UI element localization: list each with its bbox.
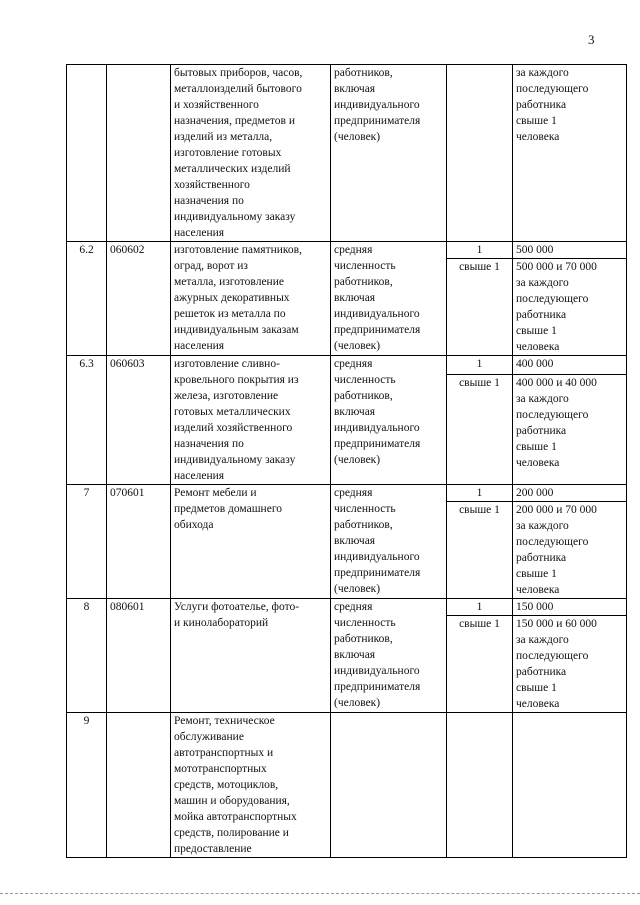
text-line: предпринимателя (334, 115, 421, 127)
text-line: готовых металлических (174, 406, 291, 418)
text-line: решеток из металла по (174, 308, 286, 320)
text-line: изготовление готовых (174, 147, 282, 159)
text-line: 500 000 и 70 000 (516, 261, 597, 273)
text-line: индивидуального (334, 99, 420, 111)
activity-code-cell: 060603 (107, 356, 171, 485)
text-line: (человек) (334, 697, 381, 709)
indicator-value-cell: 1 (447, 242, 513, 259)
text-line: последующего (516, 293, 589, 305)
row-number-cell: 8 (67, 599, 107, 713)
text-line: человека (516, 341, 560, 353)
text-line: свыше 1 (516, 325, 557, 337)
text-line: металлических изделий (174, 163, 291, 175)
activity-description-cell (171, 599, 331, 713)
text-line: населения (174, 340, 225, 352)
text-line: средняя (334, 601, 373, 613)
indicator-value-cell: 1 (447, 485, 513, 502)
text-line: работников, (334, 390, 393, 402)
text-line: изготовление памятников, (174, 244, 302, 256)
text-line: машин и оборудования, (174, 795, 290, 807)
indicator-value-cell: свыше 1 (447, 616, 513, 713)
activity-description-cell (171, 65, 331, 242)
text-line: (человек) (334, 583, 381, 595)
text-line: предпринимателя (334, 567, 421, 579)
income-amount-cell (513, 356, 627, 375)
text-line: Услуги фотоателье, фото- (174, 601, 300, 613)
text-line: индивидуальному заказу (174, 211, 296, 223)
text-line: за каждого (516, 520, 569, 532)
activity-code-cell: 070601 (107, 485, 171, 599)
text-line: Ремонт, техническое (174, 715, 275, 727)
table-row (67, 242, 627, 259)
text-line: предоставление (174, 843, 252, 855)
scan-bottom-edge (0, 893, 640, 894)
activity-code-cell (107, 713, 171, 858)
text-line: 200 000 и 70 000 (516, 504, 597, 516)
activity-code-cell: 060602 (107, 242, 171, 356)
text-line: средств, полирование и (174, 827, 289, 839)
income-amount-cell (513, 616, 627, 713)
text-line: 150 000 и 60 000 (516, 618, 597, 630)
income-amount-cell (513, 65, 627, 242)
text-line: включая (334, 406, 376, 418)
income-amount-cell (513, 259, 627, 356)
tax-rate-table (66, 64, 627, 858)
text-line: включая (334, 649, 376, 661)
text-line: населения (174, 470, 225, 482)
row-number-cell: 9 (67, 713, 107, 858)
text-line: мойка автотранспортных (174, 811, 297, 823)
text-line: работника (516, 425, 567, 438)
text-line: человека (516, 457, 560, 470)
text-line: численность (334, 617, 396, 629)
indicator-value-cell: 1 (447, 356, 513, 375)
text-line: свыше 1 (516, 682, 557, 694)
text-line: численность (334, 374, 396, 386)
income-amount-cell (513, 713, 627, 858)
text-line: предпринимателя (334, 438, 421, 450)
text-line: изготовление сливно- (174, 358, 280, 370)
physical-indicator-cell (331, 356, 447, 485)
activity-code-cell: 080601 (107, 599, 171, 713)
physical-indicator-cell (331, 65, 447, 242)
row-number-cell: 7 (67, 485, 107, 599)
activity-description-cell (171, 356, 331, 485)
text-line: средняя (334, 244, 373, 256)
text-line: свыше 1 (516, 568, 557, 580)
text-line: индивидуального (334, 422, 420, 434)
text-line: хозяйственного (174, 179, 250, 191)
income-amount-cell (513, 375, 627, 485)
text-line: последующего (516, 536, 589, 548)
row-number-cell (67, 65, 107, 242)
text-line: автотранспортных и (174, 747, 274, 759)
text-line: за каждого (516, 67, 569, 79)
text-line: 200 000 (516, 487, 554, 499)
text-line: работника (516, 552, 567, 564)
text-line: средняя (334, 358, 373, 370)
text-line: (человек) (334, 131, 381, 143)
physical-indicator-cell (331, 485, 447, 599)
indicator-value-cell: свыше 1 (447, 502, 513, 599)
row-number-cell: 6.3 (67, 356, 107, 485)
indicator-value-cell (447, 713, 513, 858)
text-line: 500 000 (516, 244, 554, 256)
text-line: численность (334, 260, 396, 272)
table-row (67, 713, 627, 858)
text-line: за каждого (516, 277, 569, 289)
activity-code-cell (107, 65, 171, 242)
text-line: и хозяйственного (174, 99, 259, 111)
text-line: назначения, предметов и (174, 115, 296, 127)
physical-indicator-cell (331, 242, 447, 356)
text-line: 150 000 (516, 601, 554, 613)
text-line: (человек) (334, 340, 381, 352)
text-line: свыше 1 (516, 441, 557, 454)
text-line: включая (334, 535, 376, 547)
text-line: 400 000 (516, 358, 554, 370)
text-line: последующего (516, 409, 589, 422)
text-line: работников, (334, 67, 393, 79)
text-line: обслуживание (174, 731, 244, 743)
text-line: работников, (334, 633, 393, 645)
text-line: металлоизделий бытового (174, 83, 302, 95)
income-amount-cell (513, 599, 627, 616)
text-line: предпринимателя (334, 324, 421, 336)
text-line: мототранспортных (174, 763, 267, 775)
text-line: включая (334, 292, 376, 304)
table-row (67, 599, 627, 616)
text-line: индивидуального (334, 665, 420, 677)
text-line: изделий хозяйственного (174, 422, 293, 434)
activity-description-cell (171, 485, 331, 599)
text-line: изделий из металла, (174, 131, 273, 143)
indicator-value-cell: 1 (447, 599, 513, 616)
text-line: оград, ворот из (174, 260, 248, 272)
text-line: и кинолабораторий (174, 617, 269, 629)
activity-description-cell (171, 713, 331, 858)
text-line: назначения по (174, 438, 244, 450)
physical-indicator-cell (331, 599, 447, 713)
text-line: железа, изготовление (174, 390, 279, 402)
text-line: работника (516, 99, 567, 111)
activity-description-cell (171, 242, 331, 356)
income-amount-cell (513, 485, 627, 502)
page-number: 3 (588, 32, 595, 47)
indicator-value-cell: свыше 1 (447, 259, 513, 356)
text-line: средняя (334, 487, 373, 499)
text-line: металла, изготовление (174, 276, 284, 288)
table-row (67, 485, 627, 502)
text-line: бытовых приборов, часов, (174, 67, 303, 79)
text-line: кровельного покрытия из (174, 374, 299, 386)
physical-indicator-cell (331, 713, 447, 858)
indicator-value-cell: свыше 1 (447, 375, 513, 485)
text-line: человека (516, 698, 560, 710)
text-line: средств, мотоциклов, (174, 779, 279, 791)
text-line: 400 000 и 40 000 (516, 377, 597, 390)
row-number-cell: 6.2 (67, 242, 107, 356)
text-line: работников, (334, 276, 393, 288)
text-line: обихода (174, 519, 214, 531)
text-line: за каждого (516, 393, 569, 406)
text-line: работника (516, 309, 567, 321)
text-line: Ремонт мебели и (174, 487, 257, 499)
text-line: работника (516, 666, 567, 678)
table-row (67, 65, 627, 242)
text-line: последующего (516, 650, 589, 662)
income-amount-cell (513, 242, 627, 259)
text-line: численность (334, 503, 396, 515)
text-line: работников, (334, 519, 393, 531)
text-line: индивидуального (334, 308, 420, 320)
text-line: предметов домашнего (174, 503, 282, 515)
text-line: населения (174, 227, 225, 239)
income-amount-cell (513, 502, 627, 599)
text-line: человека (516, 131, 560, 143)
text-line: индивидуальному заказу (174, 454, 296, 466)
text-line: последующего (516, 83, 589, 95)
text-line: назначения по (174, 195, 244, 207)
text-line: индивидуального (334, 551, 420, 563)
text-line: свыше 1 (516, 115, 557, 127)
text-line: индивидуальным заказам (174, 324, 299, 336)
text-line: ажурных декоративных (174, 292, 290, 304)
text-line: (человек) (334, 454, 381, 466)
indicator-value-cell (447, 65, 513, 242)
table-row (67, 356, 627, 375)
text-line: включая (334, 83, 376, 95)
text-line: за каждого (516, 634, 569, 646)
text-line: предпринимателя (334, 681, 421, 693)
text-line: человека (516, 584, 560, 596)
